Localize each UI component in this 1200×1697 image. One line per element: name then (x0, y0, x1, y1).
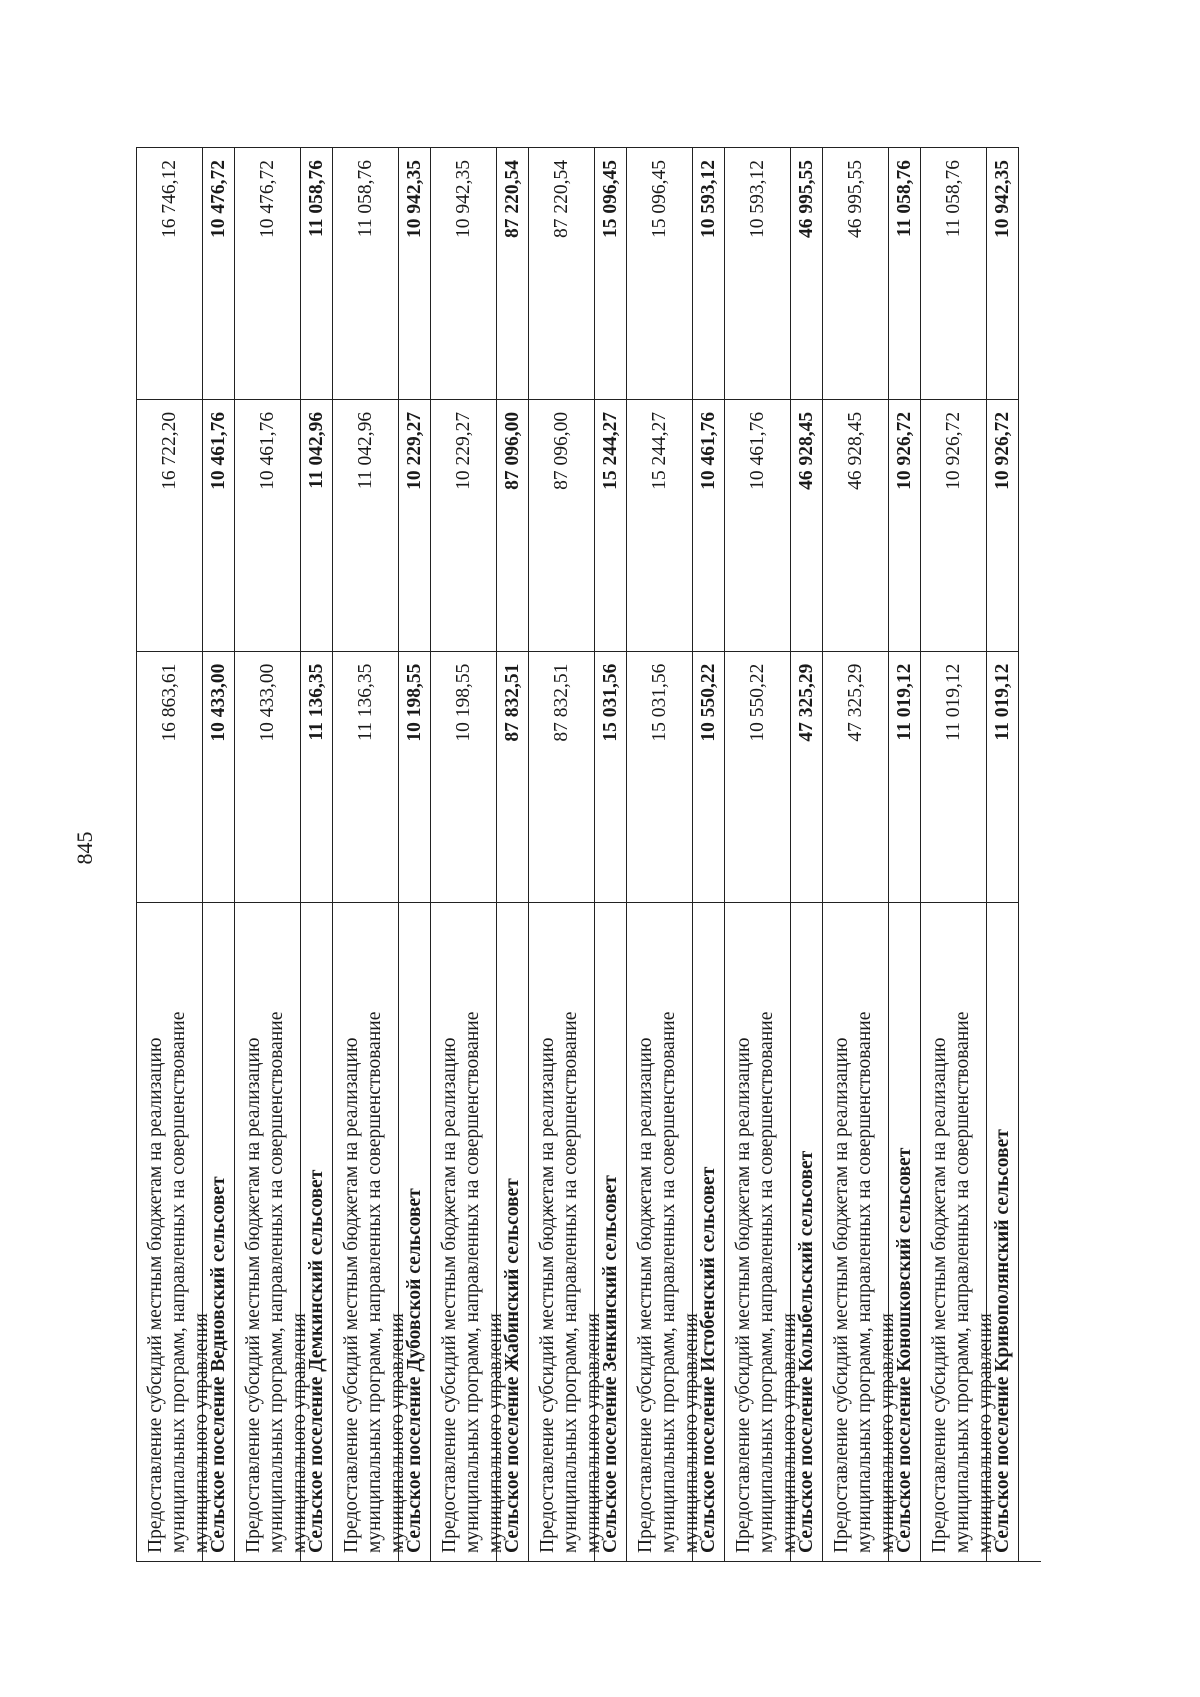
budget-table (136, 147, 1041, 1562)
table-row-subsidy (137, 147, 212, 1561)
row-name-cell: Сельское поселение Колыбельский сельсовет (791, 902, 822, 1561)
table-row-settlement-total (203, 147, 235, 1561)
table-row-settlement-total (987, 147, 1019, 1561)
row-value-cell-1: 15 031,56 (595, 651, 626, 903)
row-value-cell-3: 10 942,35 (431, 147, 496, 399)
row-value-cell-3: 15 096,45 (627, 147, 692, 399)
row-value-cell-1: 10 198,55 (431, 651, 496, 903)
table-row-settlement-total (497, 147, 529, 1561)
row-value-cell-2: 10 926,72 (987, 399, 1018, 651)
row-value-cell-1: 11 019,12 (889, 651, 920, 903)
row-value-cell-2: 10 461,76 (235, 399, 300, 651)
row-name-cell: Сельское поселение Коношковский сельсовет (889, 902, 920, 1561)
row-value-cell-1: 11 019,12 (921, 651, 986, 903)
row-value-cell-2: 10 926,72 (889, 399, 920, 651)
row-value-cell-1: 10 433,00 (235, 651, 300, 903)
row-value-cell-2: 11 042,96 (333, 399, 398, 651)
table-row-settlement-total (889, 147, 921, 1561)
row-name-cell: Предоставление субсидий местным бюджетам на реализацию муниципальных программ, направленных на совершенствование муниципального управления (137, 902, 202, 1561)
row-value-cell-3: 10 476,72 (235, 147, 300, 399)
table-row-settlement-total (301, 147, 333, 1561)
row-value-cell-1: 10 550,22 (693, 651, 724, 903)
row-value-cell-1: 87 832,51 (497, 651, 528, 903)
row-name-cell: Предоставление субсидий местным бюджетам на реализацию муниципальных программ, направленных на совершенствование муниципального управления (235, 902, 300, 1561)
table-row-subsidy (333, 147, 408, 1561)
row-value-cell-1: 11 136,35 (333, 651, 398, 903)
row-name-cell: Сельское поселение Демкинский сельсовет (301, 902, 332, 1561)
row-name-cell: Сельское поселение Жабинский сельсовет (497, 902, 528, 1561)
row-value-cell-2: 10 461,76 (693, 399, 724, 651)
row-value-cell-1: 87 832,51 (529, 651, 594, 903)
page-number: 845 (72, 831, 97, 865)
row-value-cell-2: 46 928,45 (823, 399, 888, 651)
row-value-cell-2: 10 229,27 (431, 399, 496, 651)
row-value-cell-3: 11 058,76 (921, 147, 986, 399)
table-row-subsidy (725, 147, 800, 1561)
row-value-cell-2: 10 461,76 (203, 399, 234, 651)
row-value-cell-2: 11 042,96 (301, 399, 332, 651)
row-value-cell-3: 46 995,55 (823, 147, 888, 399)
row-value-cell-1: 16 863,61 (137, 651, 202, 903)
table-row-subsidy (823, 147, 898, 1561)
row-name-cell: Сельское поселение Кривополянский сельсовет (987, 902, 1018, 1561)
row-value-cell-3: 11 058,76 (889, 147, 920, 399)
row-name-cell: Предоставление субсидий местным бюджетам на реализацию муниципальных программ, направленных на совершенствование муниципального управления (921, 902, 986, 1561)
budget-table-wrapper (136, 147, 1041, 1562)
row-value-cell-2: 87 096,00 (497, 399, 528, 651)
row-value-cell-1: 10 198,55 (399, 651, 430, 903)
row-value-cell-2: 10 461,76 (725, 399, 790, 651)
row-name-cell: Предоставление субсидий местным бюджетам на реализацию муниципальных программ, направленных на совершенствование муниципального управления (431, 902, 496, 1561)
row-value-cell-3: 10 476,72 (203, 147, 234, 399)
row-name-cell: Предоставление субсидий местным бюджетам на реализацию муниципальных программ, направленных на совершенствование муниципального управления (627, 902, 692, 1561)
row-value-cell-3: 87 220,54 (497, 147, 528, 399)
row-value-cell-1: 11 136,35 (301, 651, 332, 903)
row-value-cell-2: 16 722,20 (137, 399, 202, 651)
table-row-settlement-total (791, 147, 823, 1561)
table-row-settlement-total (595, 147, 627, 1561)
row-name-cell: Предоставление субсидий местным бюджетам на реализацию муниципальных программ, направленных на совершенствование муниципального управления (725, 902, 790, 1561)
row-value-cell-2: 15 244,27 (595, 399, 626, 651)
row-value-cell-3: 10 593,12 (693, 147, 724, 399)
row-name-cell: Предоставление субсидий местным бюджетам на реализацию муниципальных программ, направленных на совершенствование муниципального управления (333, 902, 398, 1561)
row-value-cell-1: 10 433,00 (203, 651, 234, 903)
table-row-subsidy (431, 147, 506, 1561)
row-value-cell-1: 10 550,22 (725, 651, 790, 903)
row-value-cell-3: 15 096,45 (595, 147, 626, 399)
row-name-cell: Предоставление субсидий местным бюджетам на реализацию муниципальных программ, направленных на совершенствование муниципального управления (823, 902, 888, 1561)
table-row-settlement-total (399, 147, 431, 1561)
row-value-cell-2: 10 926,72 (921, 399, 986, 651)
row-value-cell-1: 11 019,12 (987, 651, 1018, 903)
row-value-cell-2: 10 229,27 (399, 399, 430, 651)
row-value-cell-3: 10 942,35 (399, 147, 430, 399)
row-value-cell-3: 46 995,55 (791, 147, 822, 399)
table-row-subsidy (529, 147, 604, 1561)
row-value-cell-3: 10 593,12 (725, 147, 790, 399)
row-name-cell: Предоставление субсидий местным бюджетам на реализацию муниципальных программ, направленных на совершенствование муниципального управления (529, 902, 594, 1561)
row-value-cell-3: 16 746,12 (137, 147, 202, 399)
row-value-cell-3: 87 220,54 (529, 147, 594, 399)
table-row-subsidy (235, 147, 310, 1561)
table-row-settlement-total (693, 147, 725, 1561)
row-name-cell: Сельское поселение Зенкинский сельсовет (595, 902, 626, 1561)
table-row-subsidy (921, 147, 996, 1561)
row-value-cell-3: 11 058,76 (301, 147, 332, 399)
row-value-cell-1: 47 325,29 (823, 651, 888, 903)
row-value-cell-2: 46 928,45 (791, 399, 822, 651)
row-value-cell-3: 11 058,76 (333, 147, 398, 399)
row-value-cell-3: 10 942,35 (987, 147, 1018, 399)
row-value-cell-1: 47 325,29 (791, 651, 822, 903)
row-value-cell-2: 15 244,27 (627, 399, 692, 651)
row-name-cell: Сельское поселение Ведновский сельсовет (203, 902, 234, 1561)
row-value-cell-2: 87 096,00 (529, 399, 594, 651)
table-row-subsidy (627, 147, 702, 1561)
row-value-cell-1: 15 031,56 (627, 651, 692, 903)
row-name-cell: Сельское поселение Дубовской сельсовет (399, 902, 430, 1561)
row-name-cell: Сельское поселение Истобенский сельсовет (693, 902, 724, 1561)
